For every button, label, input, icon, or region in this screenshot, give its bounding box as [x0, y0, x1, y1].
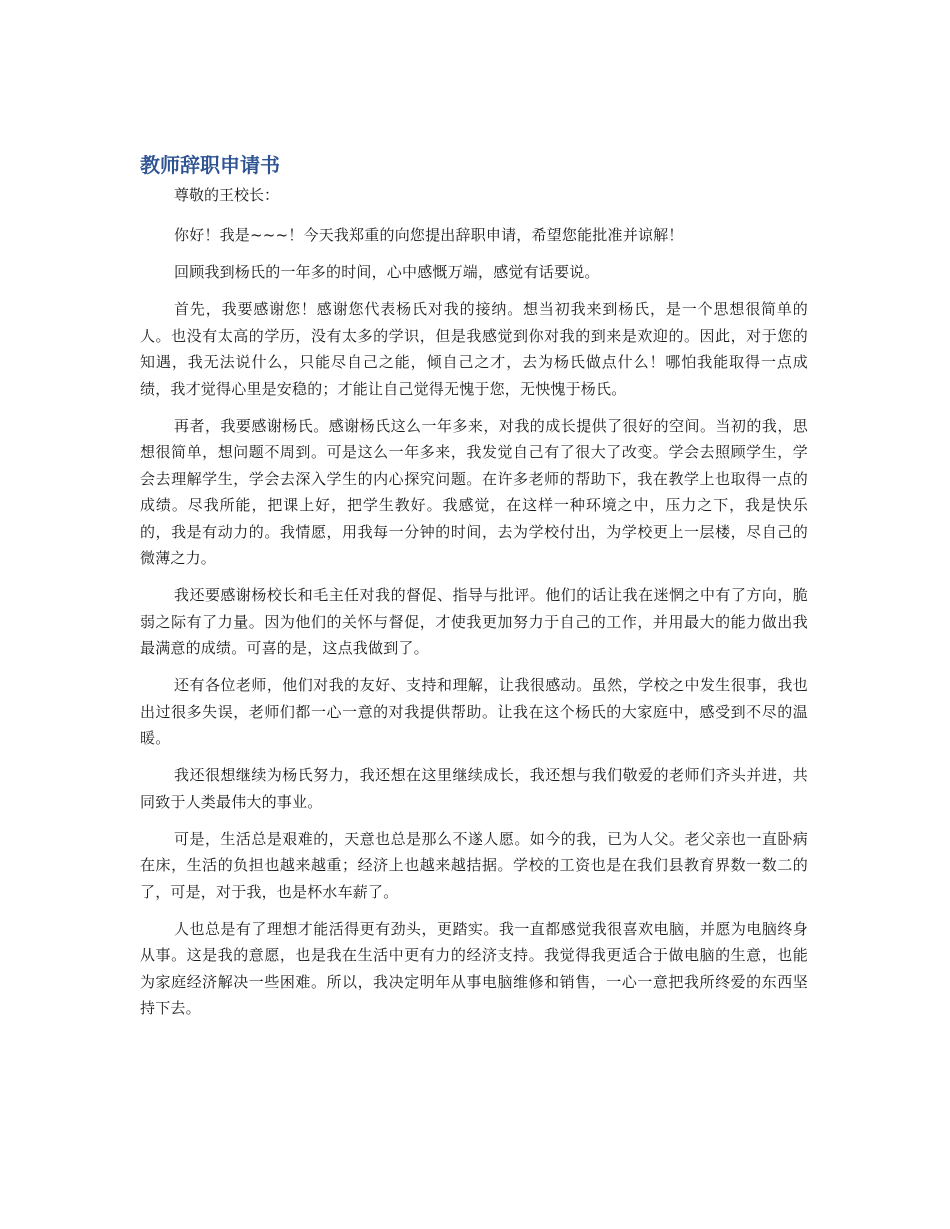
paragraph-hardship: 可是，生活总是艰难的，天意也总是那么不遂人愿。如今的我，已为人父。老父亲也一直卧病在床，生活的负担也越来越重；经济上也越来越拮据。学校的工资也是在我们县教育界数一数二的了，可是，对于我，也是杯水车薪了。	[140, 829, 808, 901]
paragraph-thanks-teachers: 还有各位老师，他们对我的友好、支持和理解，让我很感动。虽然，学校之中发生很事，我也出过很多失误，老师们都一心一意的对我提供帮助。让我在这个杨氏的大家庭中，感受到不尽的温暖。	[140, 676, 808, 747]
paragraph-thanks-principal: 首先，我要感谢您！感谢您代表杨氏对我的接纳。想当初我来到杨氏，是一个思想很简单的人。也没有太高的学历，没有太多的学识，但是我感觉到你对我的到来是欢迎的。因此，对于您的知遇，我无法说什么，只能尽自己之能，倾自己之才，去为杨氏做点什么！哪怕我能取得一点成绩，我才觉得心里是安稳的；才能让自己觉得无愧于您，无怏愧于杨氏。	[140, 300, 808, 398]
document-title: 教师辞职申请书	[140, 153, 280, 177]
paragraph-thanks-leaders: 我还要感谢杨校长和毛主任对我的督促、指导与批评。他们的话让我在迷惘之中有了方向，脆弱之际有了力量。因为他们的关怀与督促，才使我更加努力于自己的工作，并用最大的能力做出我最满意的成绩。可喜的是，这点我做到了。	[140, 586, 808, 657]
paragraph-thanks-school: 再者，我要感谢杨氏。感谢杨氏这么一年多来，对我的成长提供了很好的空间。当初的我，思想很简单，想问题不周到。可是这么一年多来，我发觉自己有了很大了改变。学会去照顾学生，学会去理解学生，学会去深入学生的内心探究问题。在许多老师的帮助下，我在教学上也取得一点的成绩。尽我所能，把课上好，把学生教好。我感觉，在这样一种环境之中，压力之下，我是快乐的，我是有动力的。我情愿，用我每一分钟的时间，去为学校付出，为学校更上一层楼，尽自己的微薄之力。	[140, 416, 808, 567]
document-page	[140, 150, 808, 1032]
paragraph-greeting: 你好！我是~~~！今天我郑重的向您提出辞职申请，希望您能批准并谅解！	[174, 226, 684, 244]
paragraph-review: 回顾我到杨氏的一年多的时间，心中感慨万端，感觉有话要说。	[174, 263, 600, 281]
salutation: 尊敬的王校长：	[174, 186, 280, 204]
paragraph-decision: 人也总是有了理想才能活得更有劲头，更踏实。我一直都感觉我很喜欢电脑，并愿为电脑终身从事。这是我的意愿，也是我在生活中更有力的经济支持。我觉得我更适合于做电脑的生意，也能为家庭经济解决一些困难。所以，我决定明年从事电脑维修和销售，一心一意把我所终爱的东西坚持下去。	[140, 919, 808, 1017]
paragraph-wish-to-stay: 我还很想继续为杨氏努力，我还想在这里继续成长，我还想与我们敬爱的老师们齐头并进，共同致于人类最伟大的事业。	[140, 766, 808, 811]
